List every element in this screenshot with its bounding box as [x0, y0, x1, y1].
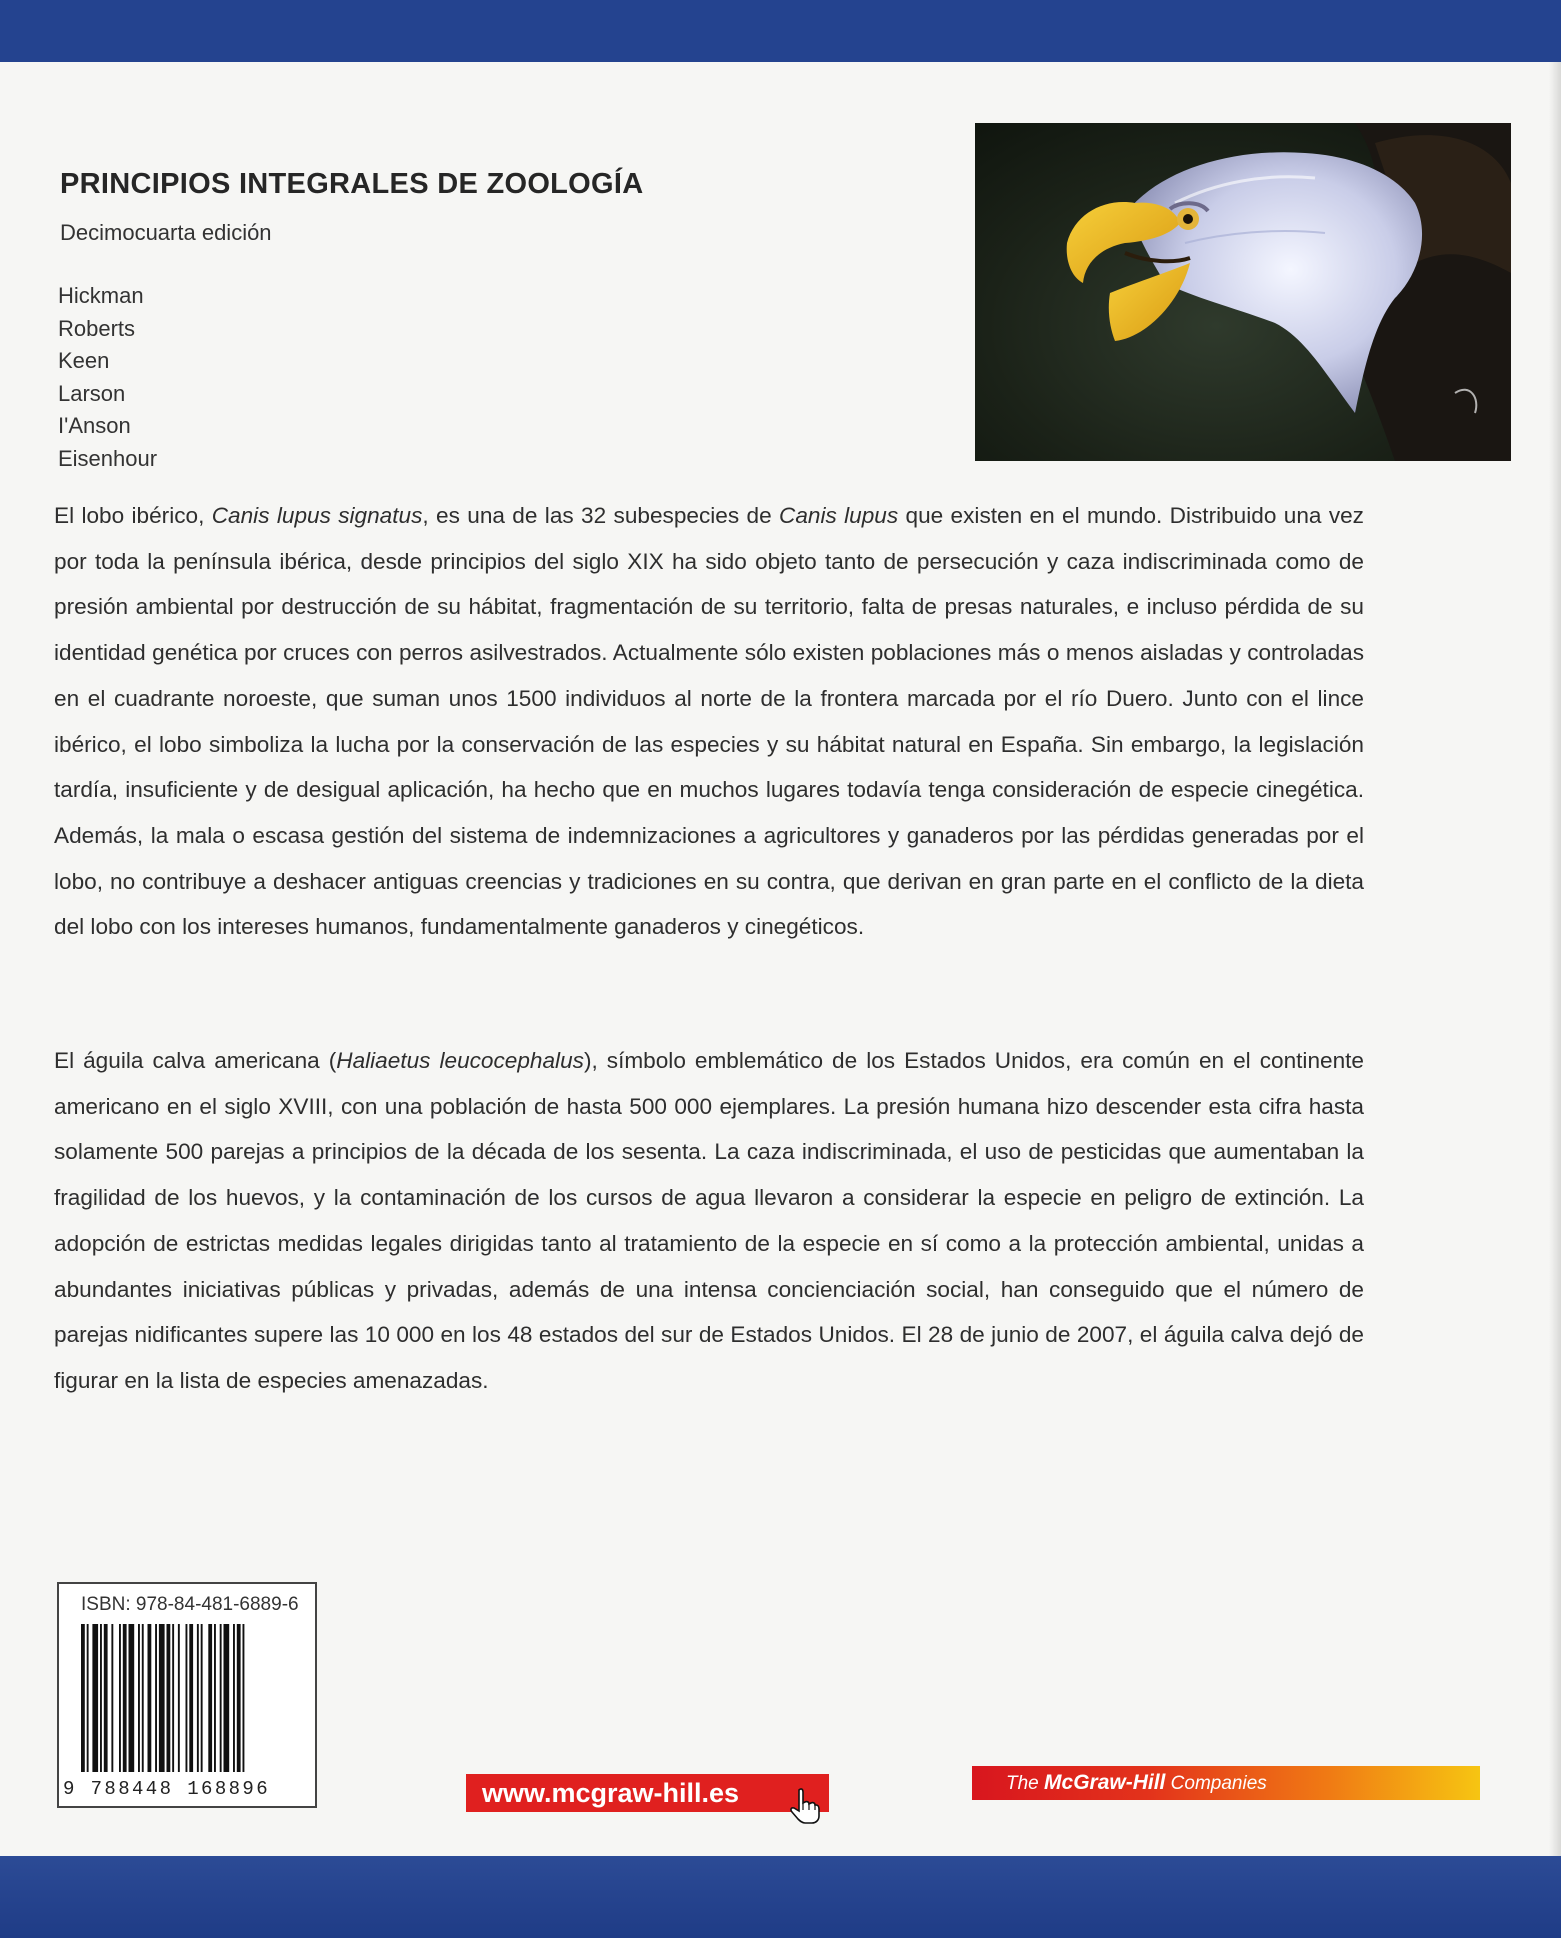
paragraph-text: , es una de las 32 subespecies de: [422, 503, 779, 528]
isbn-label: ISBN: 978-84-481-6889-6: [81, 1594, 299, 1615]
hand-pointer-icon: [790, 1788, 820, 1824]
paragraph-eagle: [54, 1038, 1364, 1404]
author-name: Keen: [58, 348, 110, 373]
spine-shadow: [1549, 62, 1561, 1856]
bottom-edge: [0, 1856, 1561, 1938]
author-list: [58, 280, 157, 475]
paragraph-text: El águila calva americana (: [54, 1048, 337, 1073]
bald-eagle-photo: [975, 123, 1511, 461]
barcode-bar: [189, 1624, 193, 1772]
barcode-bar: [92, 1624, 98, 1772]
paragraph-text: ), símbolo emblemático de los Estados Unidos, era común en el continente americano en el siglo XVIII, con una población de hasta 500 000 ejemplares. La presión humana hizo descender esta cifra hasta solamente 500 parejas a principios de la década de los sesenta. La caza indiscriminada, el uso de pesticidas que aumentaban la fragilidad de los huevos, y la contaminación de los cursos de agua llevaron a considerar la especie en peligro de extinción. La adopción de estrictas medidas legales dirigidas tanto al tratamiento de la especie en sí como a la protección ambiental, unidas a abundantes iniciativas públicas y privadas, además de una intensa concienciación social, han conseguido que el número de parejas nidificantes supere las 10 000 en los 48 estados del sur de Estados Unidos. El 28 de junio de 2007, el águila calva dejó de figurar en la lista de especies amenazadas.: [54, 1048, 1364, 1393]
barcode-bar: [214, 1624, 216, 1772]
website-link[interactable]: www.mcgraw-hill.es: [466, 1774, 829, 1812]
publisher-name: McGraw-Hill: [1044, 1771, 1166, 1794]
barcode-bar: [138, 1624, 140, 1772]
barcode-bar: [104, 1624, 108, 1772]
barcode-bar: [201, 1624, 203, 1772]
barcode-bar: [220, 1624, 222, 1772]
publisher-banner: [972, 1766, 1480, 1800]
paragraph-text: El lobo ibérico,: [54, 503, 212, 528]
edition-label: Decimocuarta edición: [60, 220, 272, 245]
barcode-bar: [111, 1624, 113, 1772]
barcode-bar: [100, 1624, 102, 1772]
author-name: Hickman: [58, 283, 144, 308]
barcode-bar: [159, 1624, 165, 1772]
banner-suffix: Companies: [1165, 1773, 1267, 1794]
barcode-bar: [224, 1624, 230, 1772]
species-name: Canis lupus signatus: [211, 503, 423, 528]
paragraph-wolf: [54, 493, 1364, 950]
barcode-bar: [148, 1624, 152, 1772]
species-name: Haliaetus leucocephalus: [336, 1048, 584, 1073]
barcode-bar: [186, 1624, 188, 1772]
author-name: Eisenhour: [58, 445, 158, 471]
barcode-bar: [87, 1624, 89, 1772]
barcode-bar: [208, 1624, 212, 1772]
paragraph-text: que existen en el mundo. Distribuido una vez por toda la península ibérica, desde principios del siglo XIX ha sido objeto tanto de persecución y caza indiscriminada como de presión ambiental por destrucción de su hábitat, fragmentación de su territorio, falta de presas naturales, e incluso pérdida de su identidad genética por cruces con perros asilvestrados. Actualmente sólo existen poblaciones más o menos aisladas y controladas en el cuadrante noroeste, que suman unos 1500 individuos al norte de la frontera marcada por el río Duero. Junto con el lince ibérico, el lobo simboliza la lucha por la conservación de las especies y su hábitat natural en España. Sin embargo, la legislación tardía, insuficiente y de desigual aplicación, ha hecho que en muchos lugares todavía tenga consideración de especie cinegética. Además, la mala o escasa gestión del sistema de indemnizaciones a agricultores y ganaderos por las pérdidas generadas por el lobo, no contribuye a deshacer antiguas creencias y tradiciones en su contra, que derivan en gran parte en el conflicto de la dieta del lobo con los intereses humanos, fundamentalmente ganaderos y cinegéticos.: [54, 503, 1364, 940]
barcode-bar: [123, 1624, 127, 1772]
barcode-bar: [81, 1624, 85, 1772]
barcode-bar: [119, 1624, 121, 1772]
barcode: [81, 1624, 295, 1772]
barcode-digits: 9 788448 168896: [63, 1778, 271, 1800]
barcode-bar: [129, 1624, 135, 1772]
banner-prefix: The: [1006, 1773, 1045, 1794]
isbn-barcode-box: [57, 1582, 317, 1808]
author-name: Larson: [58, 380, 126, 406]
barcode-bar: [233, 1624, 235, 1772]
barcode-bar: [237, 1624, 241, 1772]
author-name: I'Anson: [58, 413, 131, 438]
barcode-bar: [197, 1624, 199, 1772]
author-name: Roberts: [58, 315, 136, 341]
book-title: PRINCIPIOS INTEGRALES DE ZOOLOGÍA: [60, 168, 644, 200]
barcode-bar: [155, 1624, 157, 1772]
barcode-bar: [172, 1624, 174, 1772]
barcode-bar: [142, 1624, 144, 1772]
barcode-bar: [167, 1624, 171, 1772]
barcode-bar: [178, 1624, 180, 1772]
barcode-bar: [243, 1624, 245, 1772]
species-name: Canis lupus: [779, 503, 899, 528]
